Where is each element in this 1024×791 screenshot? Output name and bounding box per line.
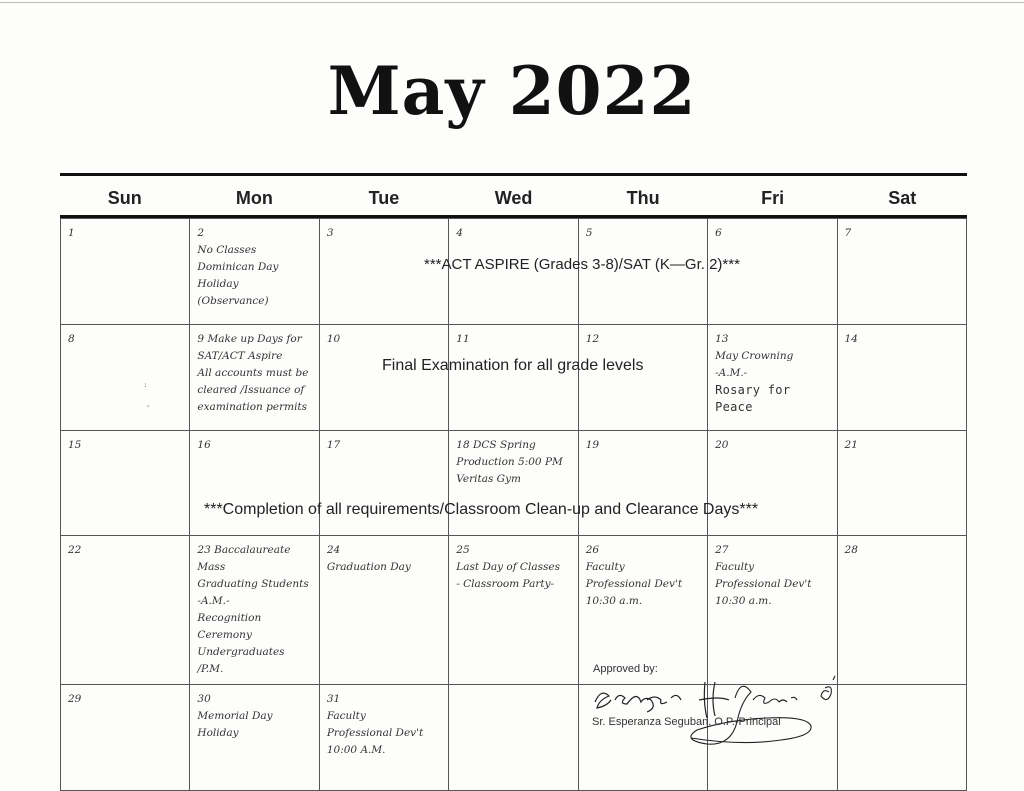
event-line: cleared /Issuance of [197, 384, 305, 396]
event-line: Last Day of Classes [456, 561, 560, 573]
event-line: Veritas Gym [456, 473, 521, 485]
event-line: 10:00 A.M. [326, 744, 386, 756]
weekday-tue: Tue [368, 188, 400, 208]
event-line: Faculty [326, 710, 366, 722]
calendar-title: May 2022 [327, 52, 697, 130]
day-cell [449, 325, 578, 431]
day-number: 11 [456, 333, 470, 345]
event-line: Faculty [715, 561, 755, 573]
day-cell [449, 536, 578, 685]
event-line: Graduation Day [326, 561, 411, 573]
day-cell [708, 431, 837, 536]
event-line: Undergraduates /P.M. [197, 646, 285, 675]
day-cell [319, 431, 448, 536]
day-cell [319, 536, 448, 685]
event-line: Holiday [197, 727, 239, 739]
day-cell [708, 325, 837, 431]
weekday-sun: Sun [107, 188, 142, 208]
day-number: 23 Baccalaureate Mass [197, 544, 291, 573]
calendar-week-row [61, 431, 967, 536]
scan-speck: : [144, 380, 147, 389]
day-cell [61, 685, 190, 791]
event-line: - Classroom Party- [456, 578, 555, 590]
day-cell [837, 536, 966, 685]
event-line: Holiday (Observance) [197, 278, 269, 307]
day-number: 18 DCS Spring [456, 439, 536, 451]
day-cell [837, 685, 966, 791]
day-cell [190, 685, 319, 791]
day-number: 13 [715, 333, 729, 345]
scan-speck: ' [147, 404, 150, 413]
approved-by-label: Approved by: [593, 663, 658, 675]
day-cell [190, 536, 319, 685]
day-number: 1 [68, 227, 75, 239]
day-number: 29 [68, 693, 82, 705]
day-cell [61, 431, 190, 536]
principal-name: Sr. Esperanza Seguban, O.P.-Principal [592, 716, 781, 728]
day-number: 21 [844, 439, 858, 451]
day-cell [578, 325, 707, 431]
day-cell [190, 325, 319, 431]
event-line: Rosary for Peace [715, 383, 791, 414]
event-line: 10:30 a.m. [585, 595, 643, 607]
day-cell [190, 431, 319, 536]
day-cell [837, 431, 966, 536]
event-line: -A.M.- [715, 367, 748, 379]
day-cell [449, 685, 578, 791]
day-cell [708, 536, 837, 685]
day-cell [61, 536, 190, 685]
day-number: 16 [197, 439, 211, 451]
day-number: 6 [715, 227, 722, 239]
day-cell [837, 325, 966, 431]
banner-completion: ***Completion of all requirements/Classroom Clean-up and Clearance Days*** [204, 501, 759, 518]
event-line: No Classes [197, 244, 257, 256]
day-number: 12 [585, 333, 600, 345]
weekday-wed: Wed [494, 188, 533, 208]
day-number: 27 [715, 544, 729, 556]
event-line: Memorial Day [197, 710, 273, 722]
calendar-week-row [61, 325, 967, 431]
event-line: Dominican Day [197, 261, 279, 273]
day-number: 10 [326, 333, 341, 345]
principal-signature [585, 668, 840, 756]
day-cell [61, 219, 190, 325]
page-edge-line [0, 2, 1024, 3]
event-line: Graduating Students [197, 578, 309, 590]
day-number: 15 [68, 439, 82, 451]
weekday-header [60, 181, 967, 215]
day-number: 19 [585, 439, 600, 451]
weekday-fri: Fri [761, 188, 785, 208]
weekday-thu: Thu [626, 188, 660, 208]
day-number: 5 [585, 227, 593, 239]
event-line: All accounts must be [197, 367, 309, 379]
day-number: 9 Make up Days for [197, 333, 302, 345]
day-number: 30 [197, 693, 211, 705]
day-cell [190, 219, 319, 325]
day-number: 20 [715, 439, 729, 451]
day-number: 22 [68, 544, 82, 556]
header-top-rule [60, 173, 967, 176]
day-number: 7 [844, 227, 852, 239]
event-line: May Crowning [715, 350, 794, 362]
day-number: 2 [197, 227, 205, 239]
event-line: Production 5:00 PM [456, 456, 563, 468]
day-cell [449, 431, 578, 536]
day-number: 31 [326, 693, 341, 705]
day-number: 3 [326, 227, 334, 239]
day-number: 4 [456, 227, 463, 239]
day-cell [61, 325, 190, 431]
event-line: Professional Dev't [585, 578, 683, 590]
day-cell [319, 325, 448, 431]
banner-act-aspire: ***ACT ASPIRE (Grades 3-8)/SAT (K—Gr. 2)*** [424, 256, 740, 273]
day-number: 26 [585, 544, 600, 556]
event-line: examination permits [197, 401, 308, 413]
calendar-week-row [61, 536, 967, 685]
day-number: 8 [68, 333, 75, 345]
day-cell [319, 685, 448, 791]
day-number: 24 [326, 544, 341, 556]
banner-final-exam: Final Examination for all grade levels [382, 357, 644, 374]
event-line: Professional Dev't [326, 727, 424, 739]
event-line: Faculty [585, 561, 625, 573]
weekday-mon: Mon [235, 188, 273, 208]
day-number: 14 [844, 333, 858, 345]
event-line: Professional Dev't [715, 578, 812, 590]
event-line: 10:30 a.m. [715, 595, 772, 607]
day-cell [837, 219, 966, 325]
day-cell [578, 431, 707, 536]
day-number: 28 [844, 544, 858, 556]
day-number: 17 [326, 439, 341, 451]
event-line: Recognition Ceremony [197, 612, 262, 641]
weekday-sat: Sat [888, 188, 917, 208]
event-line: SAT/ACT Aspire [197, 350, 283, 362]
event-line: -A.M.- [197, 595, 230, 607]
day-number: 25 [456, 544, 470, 556]
